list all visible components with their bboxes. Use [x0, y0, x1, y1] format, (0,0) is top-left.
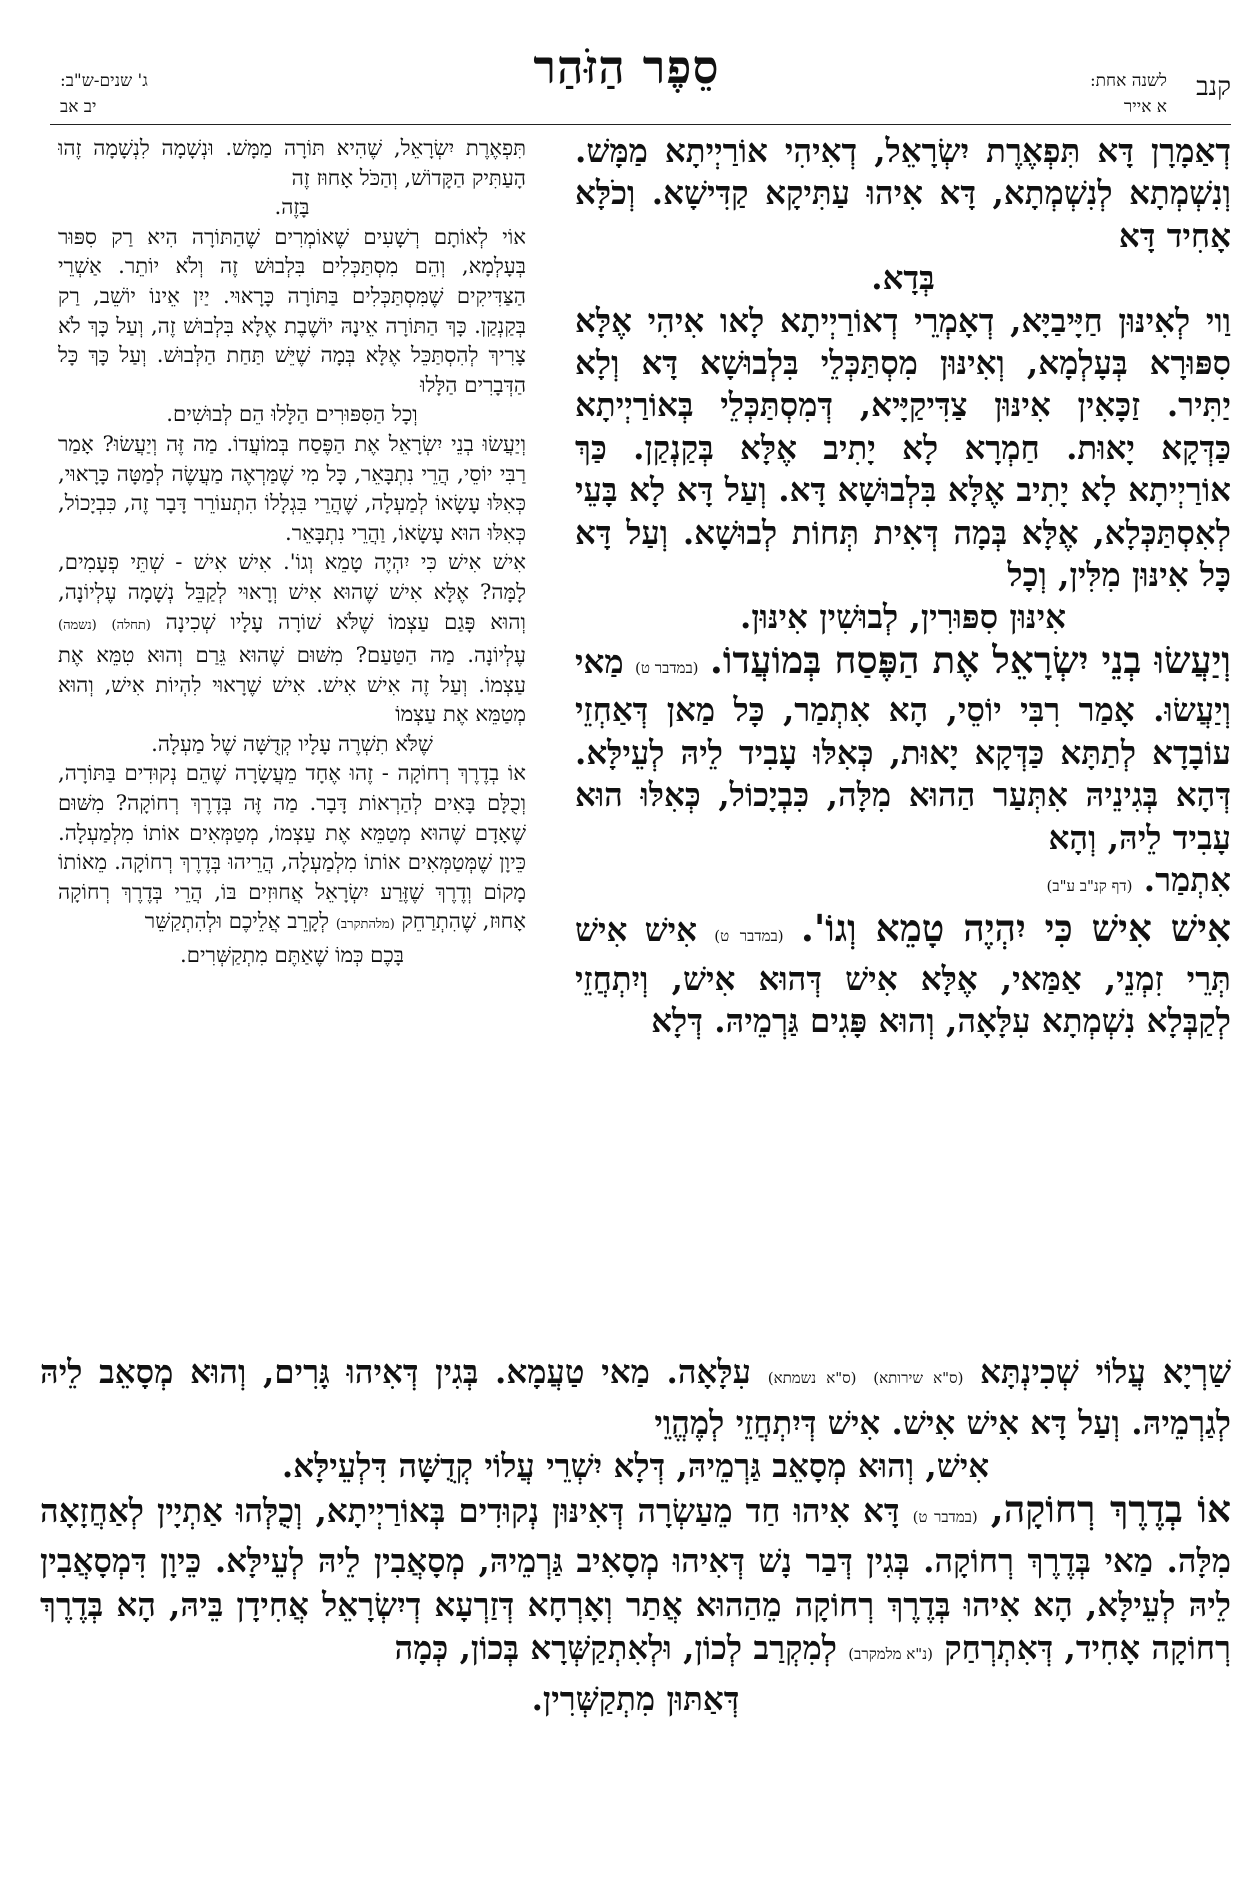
- aramaic-paragraph: וַוי לְאִינּוּן חַיָּיבַיָּא, דְאָמְרֵי דְאוֹרַיְיתָא לָאו אִיהִי אֶלָּא סִפּוּרָא בְּעָלְמָא, וְאִינּוּן מִסְתַּכְּלֵי בִּלְבוּשָׁא דָּא וְלָא יַתִּיר. זַכָּאִין אִינּוּן צַדִּיקַיָּיא, דְּמִסְתַּכְּלֵי בְּאוֹרַיְיתָא כַּדְּקָא יָאוּת. חַמְרָא לָא יָתִיב אֶלָּא בְּקַנְקַן. כַּךְ אוֹרַיְיתָא לָא יָתִיב אֶלָּא בִּלְבוּשָׁא דָּא. וְעַל דָּא לָא בָּעֵי לְאִסְתַּכְּלָא, אֶלָּא בְּמָה דְּאִית תְּחוֹת לְבוּשָׁא. וְעַל דָּא כָּל אִינּוּן מִלִּין, וְכָל: [575, 300, 1231, 595]
- variant-note: (נשמה): [58, 617, 97, 633]
- variant-note: (נ"א מלמקרב): [848, 1645, 933, 1663]
- verse-heading: אִישׁ אִישׁ כִּי יִהְיֶה טָמֵא וְגוֹ'.: [800, 906, 1231, 951]
- aramaic-paragraph-end: בְּדָא.: [871, 258, 935, 298]
- hebrew-paragraph-end: שֶׁלֹּא תִשְׁרֶה עָלָיו קְדֻשָּׁה שֶׁל מַעְלָה.: [151, 730, 433, 756]
- header-rule: [50, 124, 1231, 125]
- three-year-cycle-label: ג' שנים-ש"ב:: [60, 71, 148, 91]
- verse-heading: אוֹ בְדֶרֶךְ רְחוֹקָה,: [990, 1486, 1231, 1531]
- hebrew-paragraph-end: בָּזֶה.: [274, 194, 310, 220]
- aramaic-paragraph: אִישׁ אִישׁ כִּי יִהְיֶה טָמֵא וְגוֹ'. (במדבר ט) אִישׁ אִישׁ תְּרֵי זִמְנֵי, אַמַּאי, אֶלָּא אִישׁ דְּהוּא אִישׁ, וְיִתְחֲזֵי לְקַבְּלָא נִשְׁמְתָא עִלָּאָה, וְהוּא פָּגִים גַּרְמֵיהּ. דְּלָא: [575, 906, 1231, 1041]
- aramaic-paragraph-end: אִישׁ, וְהוּא מְסָאֵב גַּרְמֵיהּ, דְּלָא יִשְׁרֵי עֲלוֹי קְדֻשָּׁה דִּלְעֵילָּא.: [281, 1446, 990, 1485]
- source-reference: (במדבר ט): [635, 658, 699, 677]
- aramaic-paragraph-end: אִתְמַר. (דף קנ"ב ע"ב): [1046, 859, 1231, 899]
- aramaic-paragraph: וְיַעֲשׂוּ בְנֵי יִשְׂרָאֵל אֶת הַפֶּסַח בְּמוֹעֲדוֹ. (במדבר ט) מַאי וְיַעֲשׂוּ. אָמַר רִבִּי יוֹסֵי, הָא אִתְמַר, כָּל מַאן דְּאַחְזֵי עוֹבָדָא לְתַתָּא כַּדְּקָא יָאוּת, כְּאִלּוּ עָבִיד לֵיהּ לְעֵילָּא. דְּהָא בְּגִינֵיהּ אִתְּעַר הַהוּא מִלָּה, כִּבְיָכוֹל, כְּאִלּוּ הוּא עָבִיד לֵיהּ, וְהָא: [575, 637, 1231, 857]
- aramaic-paragraph-end: אִינּוּן סִפּוּרִין, לְבוּשִׁין אִינּוּן.: [740, 597, 1066, 637]
- hebrew-paragraph: אוֹי לְאוֹתָם רְשָׁעִים שֶׁאוֹמְרִים שֶׁהַתּוֹרָה הִיא רַק סִפּוּר בְּעָלְמָא, וְהֵם מִסְתַּכְּלִים בִּלְבוּשׁ זֶה וְלֹא יוֹתֵר. אַשְׁרֵי הַצַּדִּיקִים שֶׁמִּסְתַּכְּלִים בַּתּוֹרָה כָּרָאוּי. יַיִן אֵינוֹ יוֹשֵׁב, רַק בְּקַנְקַן. כָּךְ הַתּוֹרָה אֵינָהּ יוֹשֶׁבֶת אֶלָּא בִּלְבוּשׁ זֶה, וְעַל כָּךְ לֹא צָרִיךְ לְהִסְתַּכֵּל אֶלָּא בְּמָה שֶׁיֵּשׁ תַּחַת הַלְּבוּשׁ. וְעַל כָּךְ כָּל הַדְּבָרִים הַלָּלוּ: [58, 223, 526, 397]
- aramaic-continuation: [40, 1350, 1231, 1860]
- variant-note: (ס"א נשמתא): [767, 1369, 857, 1387]
- variant-note: (מלהתקרב): [335, 917, 395, 933]
- three-year-cycle-date: יב אב: [60, 97, 97, 117]
- hebrew-paragraph: וְיַעֲשׂוּ בְנֵי יִשְׂרָאֵל אֶת הַפֶּסַח בְּמוֹעֲדוֹ. מַה זֶּה וְיַעֲשׂוּ? אָמַר רַבִּי יוֹסֵי, הֲרֵי נִתְבָּאֵר, כָּל מִי שֶׁמַּרְאֶה מַעֲשֶׂה לְמַטָּה כָּרָאוּי, כְּאִלּוּ עָשָׂאוֹ לְמַעְלָה, שֶׁהֲרֵי בִּגְלָלוֹ הִתְעוֹרֵר דָּבָר זֶה, כִּבְיָכוֹל, כְּאִלּוּ הוּא עָשָׂאוֹ, וַהֲרֵי נִתְבָּאֵר.: [58, 430, 526, 545]
- hebrew-paragraph-end: בָּכֶם כְּמוֹ שֶׁאַתֶּם מִתְקַשְּׁרִים.: [180, 942, 404, 968]
- source-reference: (במדבר ט): [714, 927, 784, 946]
- verse-heading: וְיַעֲשׂוּ בְנֵי יִשְׂרָאֵל אֶת הַפֶּסַח בְּמוֹעֲדוֹ.: [709, 637, 1231, 682]
- variant-note: (תחלה): [111, 617, 151, 633]
- aramaic-paragraph-end: דְּאַתּוּן מִתְקַשְּׁרִין.: [531, 1678, 740, 1718]
- header-left: [60, 68, 290, 120]
- page-number: קנב: [1196, 72, 1231, 102]
- hebrew-column: [58, 133, 526, 1355]
- aramaic-paragraph: אוֹ בְדֶרֶךְ רְחוֹקָה, (במדבר ט) דָּא אִיהוּ חַד מֵעַשְׂרָה דְּאִינּוּן נְקוּדִים בְּאוֹרַיְיתָא, וְכֻלְּהוּ אַתְיָין לְאַחֲזָאָה מִלָּה. מַאי בְּדֶרֶךְ רְחוֹקָה. בְּגִין דְּבַר נָשׁ דְּאִיהוּ מְסָאִיב גַּרְמֵיהּ, מְסָאֲבִין לֵיהּ לְעֵילָּא. כֵּיוָן דִּמְסָאֲבִין לֵיהּ לְעֵילָּא, הָא אִיהוּ בְּדֶרֶךְ רְחוֹקָה מֵהַהוּא אֲתַר וְאָרְחָא דְּזַרְעָא דְיִשְׂרָאֵל אֲחִידָן בֵּיהּ, הָא בְּדֶרֶךְ רְחוֹקָה אָחִיד, דְּאִתְרְחַק (נ"א מלמקרב) לְמִקְרַב לְכוֹן, וּלְאִתְקַשְּׁרָא בְּכוֹן, כְּמָה: [40, 1486, 1231, 1667]
- folio-reference: (דף קנ"ב ע"ב): [1046, 876, 1133, 895]
- aramaic-paragraph: שַׁרְיָא עֲלוֹי שְׁכִינְתָּא (ס"א שירותא) (ס"א נשמתא) עִלָּאָה. מַאי טַעֲמָא. בְּגִין דְּאִיהוּ גָּרִים, וְהוּא מְסָאֵב לֵיהּ לְגַרְמֵיהּ. וְעַל דָּא אִישׁ אִישׁ. אִישׁ דְּיִתְחֲזֵי לְמֶהֱוֵי: [40, 1352, 1231, 1442]
- aramaic-paragraph: דְאַמָרָן דָּא תִּפְאֶרֶת יִשְׂרָאֵל, דְאִיהִי אוֹרַיְיתָא מַמָּשׁ. וְנִשְׁמְתָא לְנִשְׁמְתָא, דָּא אִיהוּ עַתִּיקָא קַדִּישָׁא. וְכֹלָּא אָחִיד דָּא: [575, 131, 1231, 255]
- book-title: סֵפֶר הַזֹּהַר: [533, 40, 720, 94]
- hebrew-paragraph-end: וְכָל הַסִּפּוּרִים הַלָּלוּ הֵם לְבוּשִׁים.: [166, 401, 418, 427]
- source-reference: (במדבר ט): [912, 1507, 978, 1526]
- aramaic-column: [575, 130, 1231, 1352]
- hebrew-paragraph: תִּפְאֶרֶת יִשְׂרָאֵל, שֶׁהִיא תּוֹרָה מַמָּשׁ. וּנְשָׁמָה לִנְשָׁמָה זֶהוּ הָעַתִּיק הַקָּדוֹשׁ, וְהַכֹּל אָחוּז זֶה: [58, 135, 526, 190]
- cycle-date: א אייר: [1123, 97, 1167, 117]
- cycle-label: לשנה אחת:: [1089, 71, 1167, 91]
- hebrew-paragraph: אִישׁ אִישׁ כִּי יִהְיֶה טָמֵא וְגוֹ'. אִישׁ אִישׁ - שְׁתֵּי פְעָמִים, לָמָּה? אֶלָּא אִישׁ שֶׁהוּא אִישׁ וְרָאוּי לְקַבֵּל נְשָׁמָה עֶלְיוֹנָה, וְהוּא פָּגַם עַצְמוֹ שֶׁלֹּא שׁוֹרָה עָלָיו שְׁכִינָה (תחלה) (נשמה) עֶלְיוֹנָה. מַה הַטַּעַם? מִשּׁוּם שֶׁהוּא גֵּרַם וְהוּא טִמֵּא אֶת עַצְמוֹ. וְעַל זֶה אִישׁ אִישׁ. אִישׁ שֶׁרָאוּי לִהְיוֹת אִישׁ, וְהוּא מְטַמֵּא אֶת עַצְמוֹ: [58, 549, 526, 727]
- hebrew-paragraph: אוֹ בְדֶרֶךְ רְחוֹקָה - זֶהוּ אֶחָד מֵעֲשָׂרָה שֶׁהֵם נְקוּדִים בַּתּוֹרָה, וְכֻלָּם בָּאִים לְהַרְאוֹת דָּבָר. מַה זֶּה בְּדֶרֶךְ רְחוֹקָה? מִשּׁוּם שֶׁאָדָם שֶׁהוּא מְטַמֵּא אֶת עַצְמוֹ, מְטַמְּאִים אוֹתוֹ מִלְמַעְלָה. כֵּיוָן שֶׁמְּטַמְּאִים אוֹתוֹ מִלְמַעְלָה, הֲרֵיהוּ בְּדֶרֶךְ רְחוֹקָה. מֵאוֹתוֹ מָקוֹם וְדֶרֶךְ שֶׁזֶּרַע יִשְׂרָאֵל אֲחוּזִים בּוֹ, הֲרֵי בְּדֶרֶךְ רְחוֹקָה אָחוּז, שֶׁהִתְרַחֵק (מלהתקרב) לְקָרֵב אֲלֵיכֶם וּלְהִתְקַשֵּׁר: [58, 760, 526, 934]
- variant-note: (ס"א שירותא): [873, 1369, 964, 1387]
